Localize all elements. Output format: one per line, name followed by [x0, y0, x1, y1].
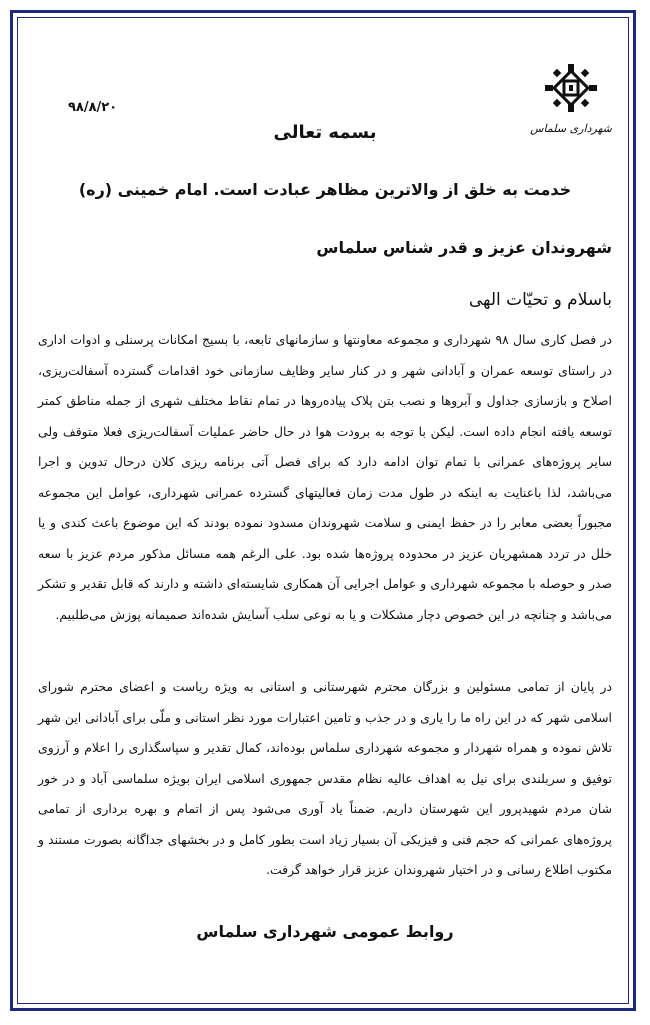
logo-emblem-icon [528, 62, 614, 122]
signature-line: روابط عمومی شهرداری سلماس [196, 922, 454, 941]
body-paragraph-2: در پایان از تمامی مسئولین و بزرگان محترم شهرستانی و استانی به ویژه ریاست و اعضای محترم شورای اسلامی شهر که در این راه ما را یاری و در جذب و تامین اعتبارات مورد نظر استانی و ملّی برای آبادانی این شهر تلاش نموده و همراه شهردار و مجموعه شهرداری سلماس بوده‌اند، کمال تقدیر و سپاسگذاری را اعلام و آرزوی توفیق و سربلندی برای نیل به اهداف عالیه نظام مقدس جمهوری اسلامی ایران بویژه سلماسی آباد و در خور شان مردم شهیدپرور این شهرستان داریم. ضمناً یاد آوری می‌شود پس از اتمام و بهره برداری از تمامی پروژه‌های عمرانی که حجم فنی و فیزیکی آن بسیار زیاد است بطور کامل و در بخشهای جداگانه بصورت مستند و مکتوب اطلاع رسانی و در اختیار شهروندان عزیز قرار خواهد گرفت. [38, 679, 612, 877]
greeting-line: باسلام و تحیّات الهی [468, 290, 612, 310]
quote-line: خدمت به خلق از والاترین مظاهر عبادت است. امام خمینی (ره) [78, 180, 572, 199]
body-paragraph-1: در فصل کاری سال ۹۸ شهرداری و مجموعه معاونتها و سازمانهای تابعه، با بسیج امکانات پرسنلی و ادوات اداری در راستای توسعه عمران و آبادانی شهر و در کنار سایر وظایف سازمانی خود اقدامات گسترده آسفالت‌ریزی، اصلاح و بازسازی جداول و آبروها و نصب بتن پلاک پیاده‌روها در تمام نقاط مختلف شهری از جمله مناطق کمتر توسعه یافته انجام داده است. لیکن با توجه به برودت هوا در حال حاضر عملیات آسفالت‌ریزی فعلا متوقف ولی سایر پروژه‌های عمرانی با تمام توان ادامه دارد که برای فصل آتی برنامه ریزی کلان درحال تدوین و اجرا می‌باشد، لذا باعنایت به اینکه در طول مدت زمان فعالیتهای گسترده عمرانی شهرداری، عوامل این مجموعه مجبوراً بعضی معابر را در حفظ ایمنی و سلامت شهروندان مسدود نموده بودند که این موضوع باعث کندی و یا خلل در تردد همشهریان عزیز در محدوده پروژه‌ها شده بود. علی الرغم همه مسائل مذکور مردم عزیز با سعه صدر و حوصله با مجموعه شهرداری و عوامل اجرایی آن همکاری شایسته‌ای داشته و دارند که قابل تقدیر و تشکر می‌باشد و چنانچه در این خصوص دچار مشکلات و یا به نوعی سلب آسایش شده‌اند صمیمانه پوزش می‌طلبیم. [38, 332, 612, 622]
basmala-heading: بسمه تعالی [273, 122, 377, 143]
logo-text: شهرداری سلماس [530, 122, 612, 135]
address-line: شهروندان عزیز و قدر شناس سلماس [316, 238, 612, 257]
letter-date: ۹۸/۸/۲۰ [68, 100, 118, 115]
